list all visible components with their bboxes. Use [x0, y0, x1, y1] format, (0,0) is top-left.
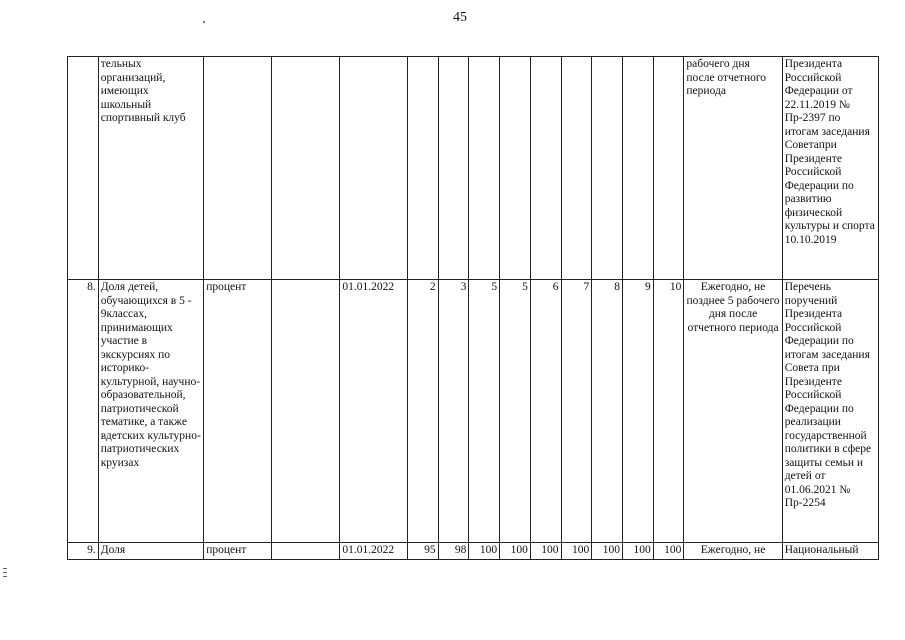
table-row [68, 57, 879, 280]
table-row [68, 543, 879, 560]
value-cell [622, 57, 653, 280]
base-date: 01.01.2022 [340, 543, 408, 560]
scan-edge-mark [3, 576, 7, 577]
page-number: 45 [453, 10, 467, 25]
scan-edge-mark [3, 572, 7, 573]
value-cell: 3 [438, 280, 469, 543]
basis-cell: Национальный [782, 543, 878, 560]
value-cell [653, 57, 684, 280]
value-cell [438, 57, 469, 280]
empty-cell [271, 543, 340, 560]
base-date: 01.01.2022 [340, 280, 408, 543]
table-row [68, 280, 879, 543]
value-cell: 100 [500, 543, 531, 560]
unit-cell [204, 57, 272, 280]
scan-edge-mark [3, 568, 7, 569]
deadline-cell: Ежегодно, не позднее 5 рабочего дня после отчетного периода [684, 280, 782, 543]
basis-cell: Перечень поручений Президента Российской Федерации по итогам заседания Совета при Президенте Российской Федерации по реализации государственной политики в сфере защиты семьи и детей от 01.06.2021 № Пр-2254 [782, 280, 878, 543]
unit-cell: процент [204, 280, 272, 543]
row-number: 9. [68, 543, 99, 560]
value-cell: 100 [530, 543, 561, 560]
unit-cell: процент [204, 543, 272, 560]
value-cell [500, 57, 531, 280]
deadline-cell: Ежегодно, не [684, 543, 782, 560]
value-cell [530, 57, 561, 280]
empty-cell [271, 280, 340, 543]
value-cell: 2 [407, 280, 438, 543]
deadline-cell: рабочего дня после отчетного периода [684, 57, 782, 280]
row-number: 8. [68, 280, 99, 543]
value-cell: 5 [500, 280, 531, 543]
indicators-table [67, 56, 879, 560]
value-cell: 7 [561, 280, 592, 543]
value-cell: 100 [653, 543, 684, 560]
base-date [340, 57, 408, 280]
value-cell [592, 57, 623, 280]
value-cell: 100 [592, 543, 623, 560]
value-cell: 9 [622, 280, 653, 543]
value-cell [469, 57, 500, 280]
scan-speck [203, 21, 205, 23]
value-cell: 100 [622, 543, 653, 560]
value-cell: 100 [469, 543, 500, 560]
indicator-name: Доля детей, обучающихся в 5 - 9классах, принимающих участие в экскурсиях по историко-культурной, научно-образовательной, патриотической тематике, а также вдетских культурно-патриотических круизах [98, 280, 203, 543]
value-cell: 6 [530, 280, 561, 543]
basis-cell: Президента Российской Федерации от 22.11.2019 № Пр-2397 по итогам заседания Советапри Президенте Российской Федерации по развитию физической культуры и спорта 10.10.2019 [782, 57, 878, 280]
value-cell [407, 57, 438, 280]
indicator-name: Доля [98, 543, 203, 560]
value-cell: 5 [469, 280, 500, 543]
value-cell: 98 [438, 543, 469, 560]
indicator-name: тельных организаций, имеющих школьный спортивный клуб [98, 57, 203, 280]
value-cell: 10 [653, 280, 684, 543]
empty-cell [271, 57, 340, 280]
value-cell [561, 57, 592, 280]
row-number [68, 57, 99, 280]
value-cell: 100 [561, 543, 592, 560]
value-cell: 95 [407, 543, 438, 560]
value-cell: 8 [592, 280, 623, 543]
